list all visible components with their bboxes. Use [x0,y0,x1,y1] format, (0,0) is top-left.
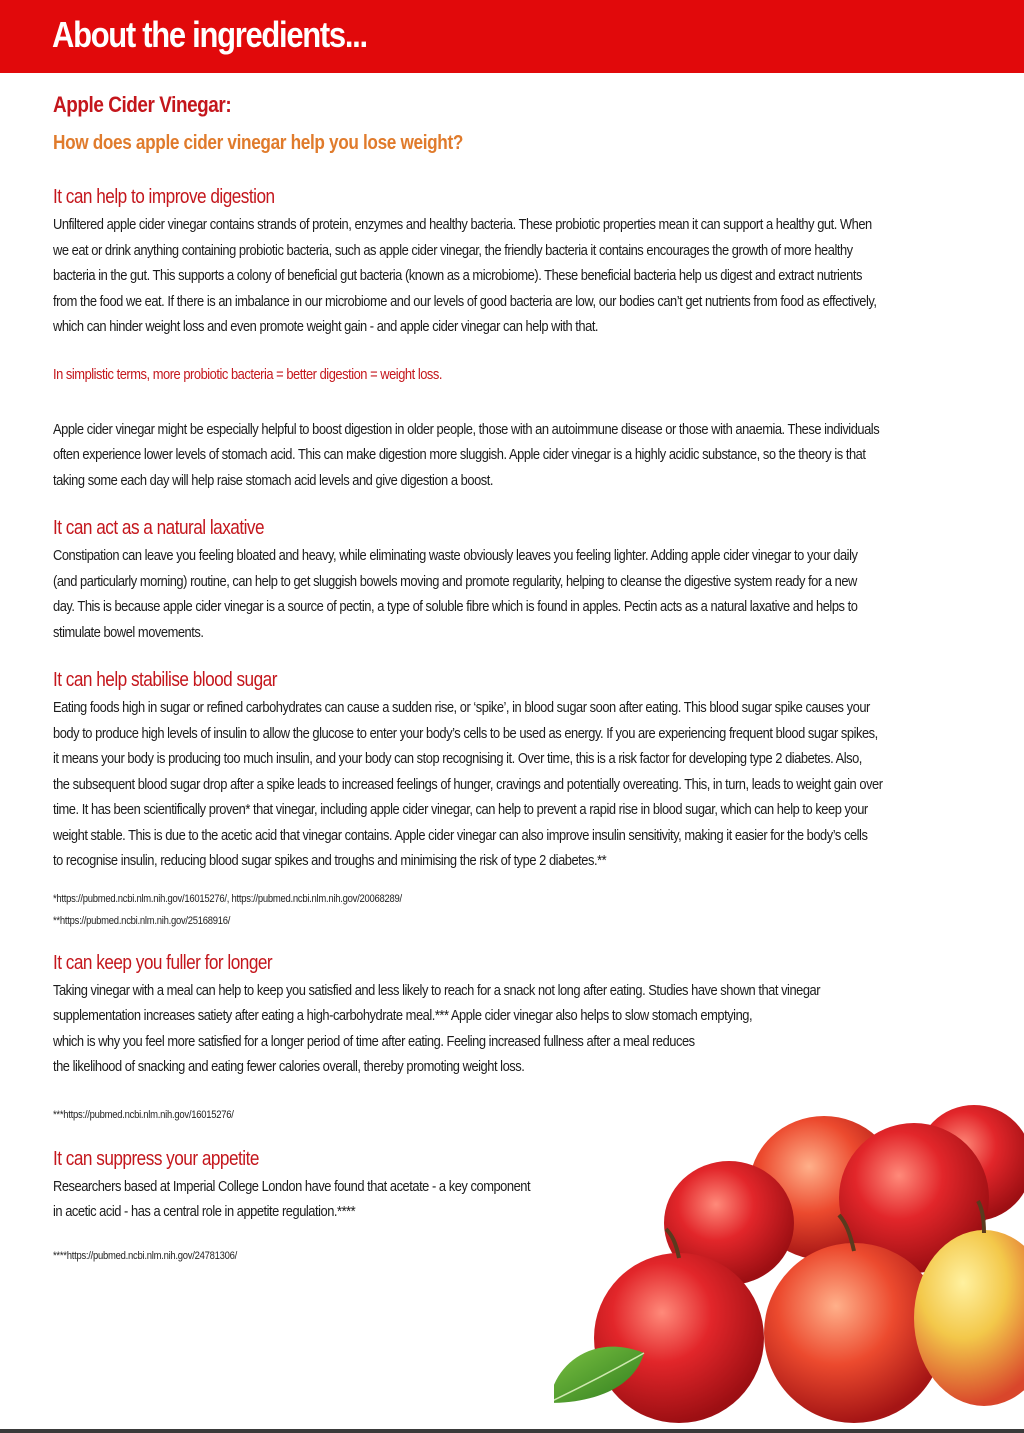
heading-digestion: It can help to improve digestion [53,186,275,208]
section-title: Apple Cider Vinegar: [53,92,232,117]
text-line: Taking vinegar with a meal can help to keep you satisfied and less likely to reach for a snack not long after eating. Studies have shown that vinegar [53,981,821,999]
text-line: (and particularly morning) routine, can help to get sluggish bowels moving and promote regularity, helping to cleanse the digestive system ready for a new [53,572,857,590]
blood-sugar-paragraph [53,695,973,874]
text-line: the subsequent blood sugar drop after a spike leads to increased feelings of hunger, cravings and potentially overeating. This, in turn, leads to weight gain over [53,775,883,793]
text-line: supplementation increases satiety after eating a high-carbohydrate meal.*** Apple cider vinegar also helps to slow stomach emptying, [53,1007,753,1024]
heading-laxative: It can act as a natural laxative [53,517,265,539]
text-line: which can hinder weight loss and even promote weight gain - and apple cider vinegar can help with that. [53,318,599,335]
reference-line: **https://pubmed.ncbi.nlm.nih.gov/25168916/ [53,914,231,927]
heading-fuller: It can keep you fuller for longer [53,951,273,974]
reference-line: *https://pubmed.ncbi.nlm.nih.gov/16015276/, https://pubmed.ncbi.nlm.nih.gov/20068289/ [53,892,402,905]
heading-appetite: It can suppress your appetite [53,1147,259,1170]
text-line: the likelihood of snacking and eating fewer calories overall, thereby promoting weight loss. [53,1058,525,1075]
text-line: Constipation can leave you feeling bloated and heavy, while eliminating waste obviously leaves you feeling lighter. Adding apple cider vinegar to your daily [53,547,858,564]
text-line: to recognise insulin, reducing blood sugar spikes and troughs and minimising the risk of type 2 diabetes.** [53,852,607,869]
text-line: which is why you feel more satisfied for a longer period of time after eating. Feeling increased fullness after a meal reduces [53,1032,695,1050]
text-line: day. This is because apple cider vinegar is a source of pectin, a type of soluble fibre which is found in apples. Pectin acts as a natural laxative and helps to [53,598,858,615]
text-line: body to produce high levels of insulin to allow the glucose to enter your body’s cells to be used as energy. If you are experiencing frequent blood sugar spikes, [53,724,878,742]
heading-blood-sugar: It can help stabilise blood sugar [53,669,277,691]
text-line: taking some each day will help raise stomach acid levels and give digestion a boost. [53,471,493,489]
text-line: bacteria in the gut. This supports a colony of beneficial gut bacteria (known as a microbiome). These beneficial bacteria help us digest and extract nutrients [53,267,862,284]
text-line: Researchers based at Imperial College London have found that acetate - a key component [53,1177,531,1195]
laxative-paragraph [53,543,973,645]
reference-line: ***https://pubmed.ncbi.nlm.nih.gov/16015276/ [53,1108,234,1121]
page-title: About the ingredients... [52,14,367,55]
fuller-paragraph [53,978,973,1080]
question-heading: How does apple cider vinegar help you lose weight? [53,132,464,154]
text-line: stimulate bowel movements. [53,623,204,641]
text-line: it means your body is producing too much insulin, and your body can stop recognising it. Over time, this is a risk factor for developing type 2 diabetes. Also, [53,750,862,767]
text-line: time. It has been scientifically proven* that vinegar, including apple cider vinegar, can help to prevent a rapid rise in blood sugar, which can help to keep your [53,801,868,818]
text-line: weight stable. This is due to the acetic acid that vinegar contains. Apple cider vinegar can also improve insulin sensitivity, making it easier for the body’s cells [53,826,868,844]
text-line: from the food we eat. If there is an imbalance in our microbiome and our levels of good bacteria are low, our bodies can’t get nutrients from food as effectively, [53,292,877,310]
text-line: Unfiltered apple cider vinegar contains strands of protein, enzymes and healthy bacteria. These probiotic properties mean it can support a healthy gut. When [53,216,872,233]
text-line: often experience lower levels of stomach acid. This can make digestion more sluggish. Apple cider vinegar is a highly acidic substance, so the theory is that [53,446,866,463]
digestion-note: In simplistic terms, more probiotic bacteria = better digestion = weight loss. [53,365,443,383]
header-banner [0,0,1024,73]
text-line: Eating foods high in sugar or refined carbohydrates can cause a sudden rise, or ‘spike’, in blood sugar soon after eating. This blood sugar spike causes your [53,699,870,716]
digestion-paragraph-2 [53,417,973,494]
bottom-divider [0,1429,1024,1433]
text-line: we eat or drink anything containing probiotic bacteria, such as apple cider vinegar, the friendly bacteria it contains encourages the growth of more healthy [53,241,853,259]
reference-line: ****https://pubmed.ncbi.nlm.nih.gov/24781306/ [53,1249,238,1262]
appetite-paragraph [53,1174,973,1225]
text-line: in acetic acid - has a central role in appetite regulation.**** [53,1203,356,1220]
article [53,92,973,1267]
digestion-paragraph-1 [53,212,973,340]
text-line: Apple cider vinegar might be especially helpful to boost digestion in older people, those with an autoimmune disease or those with anaemia. These individuals [53,420,880,438]
